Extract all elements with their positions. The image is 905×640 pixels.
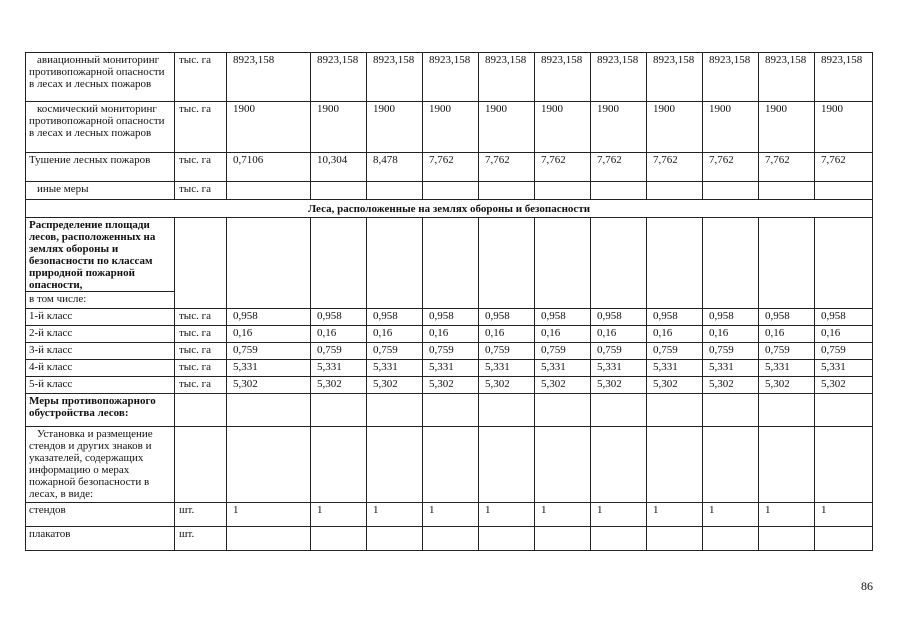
data-table [25,52,873,551]
value-cell: 1900 [311,102,367,153]
value-cell: 0,958 [423,309,479,326]
unit-cell: тыс. га [175,309,227,326]
value-cell: 8923,158 [423,53,479,102]
row-label: Тушение лесных пожаров [26,153,175,182]
empty-cell [311,182,367,200]
unit-cell: шт. [175,503,227,527]
empty-cell [647,527,703,551]
value-cell: 5,302 [311,377,367,394]
empty-cell [815,182,873,200]
empty-cell [227,427,311,503]
row-label: в том числе: [26,292,175,309]
value-cell: 0,759 [815,343,873,360]
value-cell: 1900 [759,102,815,153]
value-cell: 0,759 [367,343,423,360]
unit-cell: тыс. га [175,153,227,182]
value-cell: 5,302 [367,377,423,394]
row-label: Установка и размещение стендов и других знаков и указателей, содержащих информацию о мерах пожарной безопасности в лесах, в виде: [26,427,175,503]
empty-cell [759,427,815,503]
value-cell: 1900 [647,102,703,153]
value-cell: 5,302 [423,377,479,394]
value-cell: 1900 [815,102,873,153]
value-cell: 1 [759,503,815,527]
empty-cell [591,427,647,503]
value-cell: 0,958 [647,309,703,326]
value-cell: 8923,158 [367,53,423,102]
value-cell: 10,304 [311,153,367,182]
value-cell: 1 [479,503,535,527]
empty-cell [703,527,759,551]
value-cell: 0,16 [647,326,703,343]
value-cell: 7,762 [591,153,647,182]
value-cell: 8923,158 [647,53,703,102]
value-cell: 7,762 [423,153,479,182]
empty-cell [367,182,423,200]
value-cell: 5,302 [591,377,647,394]
empty-cell [423,182,479,200]
value-cell: 8923,158 [227,53,311,102]
value-cell: 5,302 [703,377,759,394]
unit-cell: тыс. га [175,343,227,360]
value-cell: 0,759 [311,343,367,360]
value-cell: 8923,158 [535,53,591,102]
table-row [26,309,873,326]
value-cell: 5,302 [227,377,311,394]
page-number: 86 [861,579,873,593]
value-cell: 0,759 [535,343,591,360]
table-row [26,200,873,218]
value-cell: 0,958 [227,309,311,326]
value-cell: 0,958 [759,309,815,326]
unit-cell: шт. [175,527,227,551]
empty-cell [367,218,423,309]
empty-cell [175,218,227,309]
value-cell: 1 [591,503,647,527]
value-cell: 0,16 [703,326,759,343]
value-cell: 0,16 [367,326,423,343]
unit-cell: тыс. га [175,102,227,153]
value-cell: 8923,158 [759,53,815,102]
value-cell: 7,762 [479,153,535,182]
value-cell: 5,331 [703,360,759,377]
row-label: авиационный мониторинг противопожарной опасности в лесах и лесных пожаров [26,53,175,102]
table-row [26,182,873,200]
empty-cell [703,218,759,309]
value-cell: 8923,158 [479,53,535,102]
empty-cell [815,394,873,427]
row-label: 4-й класс [26,360,175,377]
value-cell: 7,762 [703,153,759,182]
value-cell: 8923,158 [703,53,759,102]
empty-cell [815,218,873,309]
value-cell: 0,16 [591,326,647,343]
empty-cell [535,394,591,427]
value-cell: 5,331 [479,360,535,377]
empty-cell [759,182,815,200]
value-cell: 0,16 [227,326,311,343]
row-label: стендов [26,503,175,527]
row-label: 5-й класс [26,377,175,394]
value-cell: 1 [227,503,311,527]
value-cell: 5,302 [535,377,591,394]
value-cell: 5,302 [759,377,815,394]
empty-cell [367,527,423,551]
row-label: 3-й класс [26,343,175,360]
empty-cell [535,218,591,309]
table-row [26,360,873,377]
table-row [26,218,873,292]
table-row [26,53,873,102]
empty-cell [479,218,535,309]
table-row [26,527,873,551]
value-cell: 8,478 [367,153,423,182]
value-cell: 5,331 [227,360,311,377]
empty-cell [423,527,479,551]
value-cell: 0,16 [423,326,479,343]
row-label: космический мониторинг противопожарной опасности в лесах и лесных пожаров [26,102,175,153]
empty-cell [311,218,367,309]
table-row [26,326,873,343]
row-label: иные меры [26,182,175,200]
empty-cell [535,182,591,200]
empty-cell [479,427,535,503]
value-cell: 0,16 [759,326,815,343]
value-cell: 8923,158 [311,53,367,102]
value-cell: 1900 [535,102,591,153]
empty-cell [423,218,479,309]
value-cell: 1900 [703,102,759,153]
value-cell: 0,958 [367,309,423,326]
empty-cell [591,182,647,200]
table-row [26,503,873,527]
value-cell: 1 [311,503,367,527]
empty-cell [535,527,591,551]
table-body [26,53,873,551]
empty-cell [703,394,759,427]
empty-cell [647,427,703,503]
value-cell: 8923,158 [815,53,873,102]
value-cell: 7,762 [647,153,703,182]
value-cell: 7,762 [535,153,591,182]
empty-cell [423,394,479,427]
value-cell: 8923,158 [591,53,647,102]
value-cell: 0,7106 [227,153,311,182]
value-cell: 1 [423,503,479,527]
value-cell: 0,958 [591,309,647,326]
value-cell: 1 [815,503,873,527]
value-cell: 5,331 [423,360,479,377]
table-row [26,153,873,182]
value-cell: 0,759 [703,343,759,360]
empty-cell [175,394,227,427]
empty-cell [479,394,535,427]
value-cell: 0,16 [535,326,591,343]
empty-cell [367,427,423,503]
row-label: 2-й класс [26,326,175,343]
value-cell: 5,331 [815,360,873,377]
empty-cell [311,427,367,503]
empty-cell [535,427,591,503]
value-cell: 0,759 [759,343,815,360]
row-label: Распределение площади лесов, расположенных на землях обороны и безопасности по классам природной пожарной опасности, [26,218,175,292]
empty-cell [423,427,479,503]
empty-cell [311,527,367,551]
value-cell: 0,958 [311,309,367,326]
empty-cell [227,394,311,427]
empty-cell [815,527,873,551]
table-row [26,343,873,360]
empty-cell [227,182,311,200]
empty-cell [227,527,311,551]
value-cell: 1900 [479,102,535,153]
value-cell: 0,16 [815,326,873,343]
value-cell: 7,762 [815,153,873,182]
unit-cell: тыс. га [175,182,227,200]
value-cell: 0,759 [423,343,479,360]
empty-cell [759,527,815,551]
empty-cell [175,427,227,503]
value-cell: 5,331 [311,360,367,377]
unit-cell: тыс. га [175,360,227,377]
value-cell: 5,302 [479,377,535,394]
empty-cell [759,218,815,309]
value-cell: 1 [703,503,759,527]
value-cell: 5,302 [647,377,703,394]
unit-cell: тыс. га [175,53,227,102]
empty-cell [815,427,873,503]
empty-cell [703,427,759,503]
table-row [26,102,873,153]
value-cell: 5,331 [367,360,423,377]
empty-cell [647,218,703,309]
value-cell: 5,331 [647,360,703,377]
value-cell: 0,16 [311,326,367,343]
empty-cell [479,527,535,551]
value-cell: 7,762 [759,153,815,182]
value-cell: 1 [535,503,591,527]
empty-cell [311,394,367,427]
value-cell: 0,958 [535,309,591,326]
value-cell: 1900 [367,102,423,153]
empty-cell [647,182,703,200]
empty-cell [703,182,759,200]
value-cell: 5,302 [815,377,873,394]
value-cell: 1900 [591,102,647,153]
value-cell: 0,759 [591,343,647,360]
empty-cell [759,394,815,427]
value-cell: 1900 [423,102,479,153]
row-label: Меры противопожарного обустройства лесов: [26,394,175,427]
empty-cell [647,394,703,427]
unit-cell: тыс. га [175,377,227,394]
table-row [26,394,873,427]
value-cell: 1 [367,503,423,527]
unit-cell: тыс. га [175,326,227,343]
empty-cell [367,394,423,427]
empty-cell [591,394,647,427]
value-cell: 0,759 [227,343,311,360]
section-title: Леса, расположенные на землях обороны и безопасности [26,200,873,218]
value-cell: 5,331 [535,360,591,377]
value-cell: 0,958 [703,309,759,326]
empty-cell [227,218,311,309]
value-cell: 5,331 [591,360,647,377]
empty-cell [479,182,535,200]
value-cell: 1 [647,503,703,527]
value-cell: 0,16 [479,326,535,343]
empty-cell [591,218,647,309]
row-label: 1-й класс [26,309,175,326]
value-cell: 0,759 [479,343,535,360]
value-cell: 0,958 [815,309,873,326]
row-label: плакатов [26,527,175,551]
table-row [26,377,873,394]
value-cell: 1900 [227,102,311,153]
value-cell: 0,759 [647,343,703,360]
table-row [26,427,873,503]
value-cell: 5,331 [759,360,815,377]
value-cell: 0,958 [479,309,535,326]
empty-cell [591,527,647,551]
